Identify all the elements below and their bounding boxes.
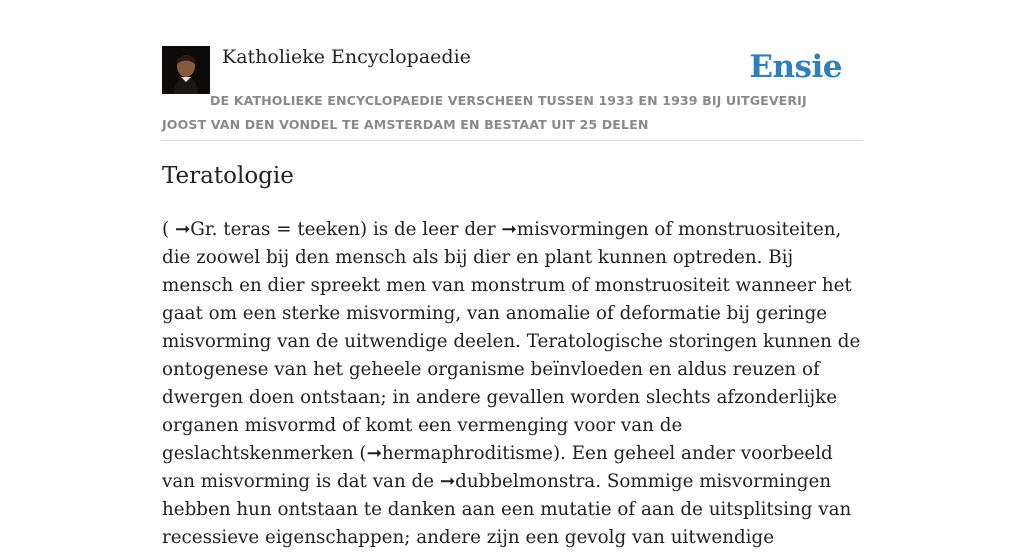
source-title[interactable]: Katholieke Encyclopaedie [222, 46, 471, 68]
page-title: Teratologie [162, 163, 294, 189]
avatar[interactable] [162, 46, 210, 94]
portrait-avatar-icon [162, 46, 210, 94]
source-description: DE KATHOLIEKE ENCYCLOPAEDIE VERSCHEEN TUSSEN 1933 EN 1939 BIJ UITGEVERIJ JOOST VAN DEN VONDEL TE AMSTERDAM EN BESTAAT UIT 25 DELEN [162, 93, 807, 132]
article-body: ( ➞Gr. teras = teeken) is de leer der ➞misvormingen of monstruositeiten, die zoowel bij den mensch als bij dier en plant kunnen optreden. Bij mensch en dier spreekt men van monstrum of monstruositeit wanneer het gaat om een sterke misvorming, van anomalie of deformatie bij geringe misvorming van de uitwendige deelen. Teratologische storingen kunnen de ontogenese van het geheele organisme beïnvloeden en aldus reuzen of dwergen doen ontstaan; in andere gevallen worden slechts afzonderlijke organen misvormd of komt een vermenging voor van de geslachtskenmerken (➞hermaphroditisme). Een geheel ander voorbeeld van misvorming is dat van de ➞dubbelmonstra. Sommige misvormingen hebben hun ontstaan te danken aan een mutatie of aan de uitsplitsing van recessieve eigenschappen; andere zijn een gevolg van uitwendige [162, 219, 861, 548]
source-header [162, 46, 862, 141]
brand-logo[interactable]: Ensie [749, 49, 842, 85]
